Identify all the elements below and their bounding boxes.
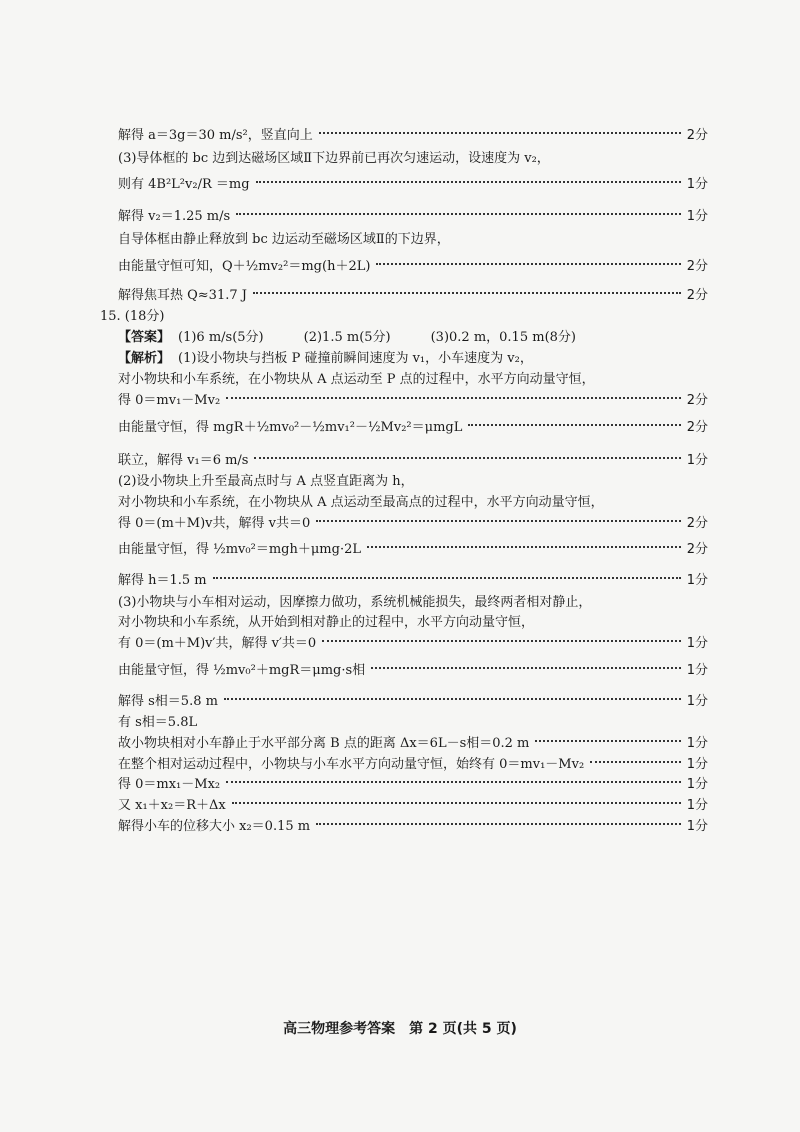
solution-line: 自导体框由静止释放到 bc 边运动至磁场区域Ⅱ的下边界， (118, 232, 450, 247)
solution-line: 解得 s相＝5.8 m 1分 (118, 694, 708, 709)
solution-line: (3)小物块与小车相对运动，因摩擦力做功，系统机械能损失，最终两者相对静止， (118, 595, 592, 610)
solution-line: 得 0＝mx₁－Mx₂ 1分 (118, 777, 708, 792)
solution-line: 由能量守恒可知，Q＋½mv₂²＝mg(h＋2L) 2分 (118, 259, 708, 274)
answer-line: 【答案】 (1)6 m/s(5分) (2)1.5 m(5分) (3)0.2 m，0.15 m(8分) (118, 330, 576, 345)
solution-line: 联立，解得 v₁＝6 m/s 1分 (118, 453, 708, 468)
solution-line: 解得焦耳热 Q≈31.7 J 2分 (118, 288, 708, 303)
analysis-label: 【解析】 (118, 351, 171, 366)
question-number: 15. (18分) (100, 309, 165, 324)
solution-line: 解得 v₂＝1.25 m/s 1分 (118, 209, 708, 224)
solution-line: (2)设小物块上升至最高点时与 A 点竖直距离为 h， (118, 474, 414, 489)
solution-line: 对小物块和小车系统，从开始到相对静止的过程中，水平方向动量守恒， (118, 615, 535, 630)
solution-line: 对小物块和小车系统，在小物块从 A 点运动至 P 点的过程中，水平方向动量守恒， (118, 372, 595, 387)
solution-line: 有 s相＝5.8L (118, 715, 198, 730)
solution-line: (3)导体框的 bc 边到达磁场区域Ⅱ下边界前已再次匀速运动，设速度为 v₂， (118, 151, 550, 166)
solution-line: 由能量守恒，得 ½mv₀²＝mgh＋μmg·2L 2分 (118, 542, 708, 557)
solution-line: 解得 h＝1.5 m 1分 (118, 573, 708, 588)
solution-line: 由能量守恒，得 ½mv₀²＋mgR＝μmg·s相 1分 (118, 663, 708, 678)
answer-label: 【答案】 (118, 330, 171, 345)
solution-line: 由能量守恒，得 mgR＋½mv₀²－½mv₁²－½Mv₂²＝μmgL 2分 (118, 420, 708, 435)
solution-line: 则有 4B²L²v₂/R ＝mg 1分 (118, 177, 708, 192)
page-footer: 高三物理参考答案 第 2 页(共 5 页) (283, 1021, 517, 1037)
analysis-line: 【解析】 (1)设小物块与挡板 P 碰撞前瞬间速度为 v₁，小车速度为 v₂， (118, 351, 533, 366)
solution-line: 故小物块相对小车静止于水平部分离 B 点的距离 Δx＝6L－s相＝0.2 m 1分 (118, 736, 708, 751)
solution-line: 对小物块和小车系统，在小物块从 A 点运动至最高点的过程中，水平方向动量守恒， (118, 495, 604, 510)
solution-line: 得 0＝(m＋M)v共，解得 v共＝0 2分 (118, 516, 708, 531)
solution-line: 得 0＝mv₁－Mv₂ 2分 (118, 393, 708, 408)
solution-line: 在整个相对运动过程中，小物块与小车水平方向动量守恒，始终有 0＝mv₁－Mv₂ 1分 (118, 757, 708, 772)
solution-line: 解得 a＝3g＝30 m/s²，竖直向上 2分 (118, 128, 708, 143)
solution-line: 有 0＝(m＋M)v′共，解得 v′共＝0 1分 (118, 636, 708, 651)
solution-line: 解得小车的位移大小 x₂＝0.15 m 1分 (118, 819, 708, 834)
solution-line: 又 x₁＋x₂＝R＋Δx 1分 (118, 798, 708, 813)
